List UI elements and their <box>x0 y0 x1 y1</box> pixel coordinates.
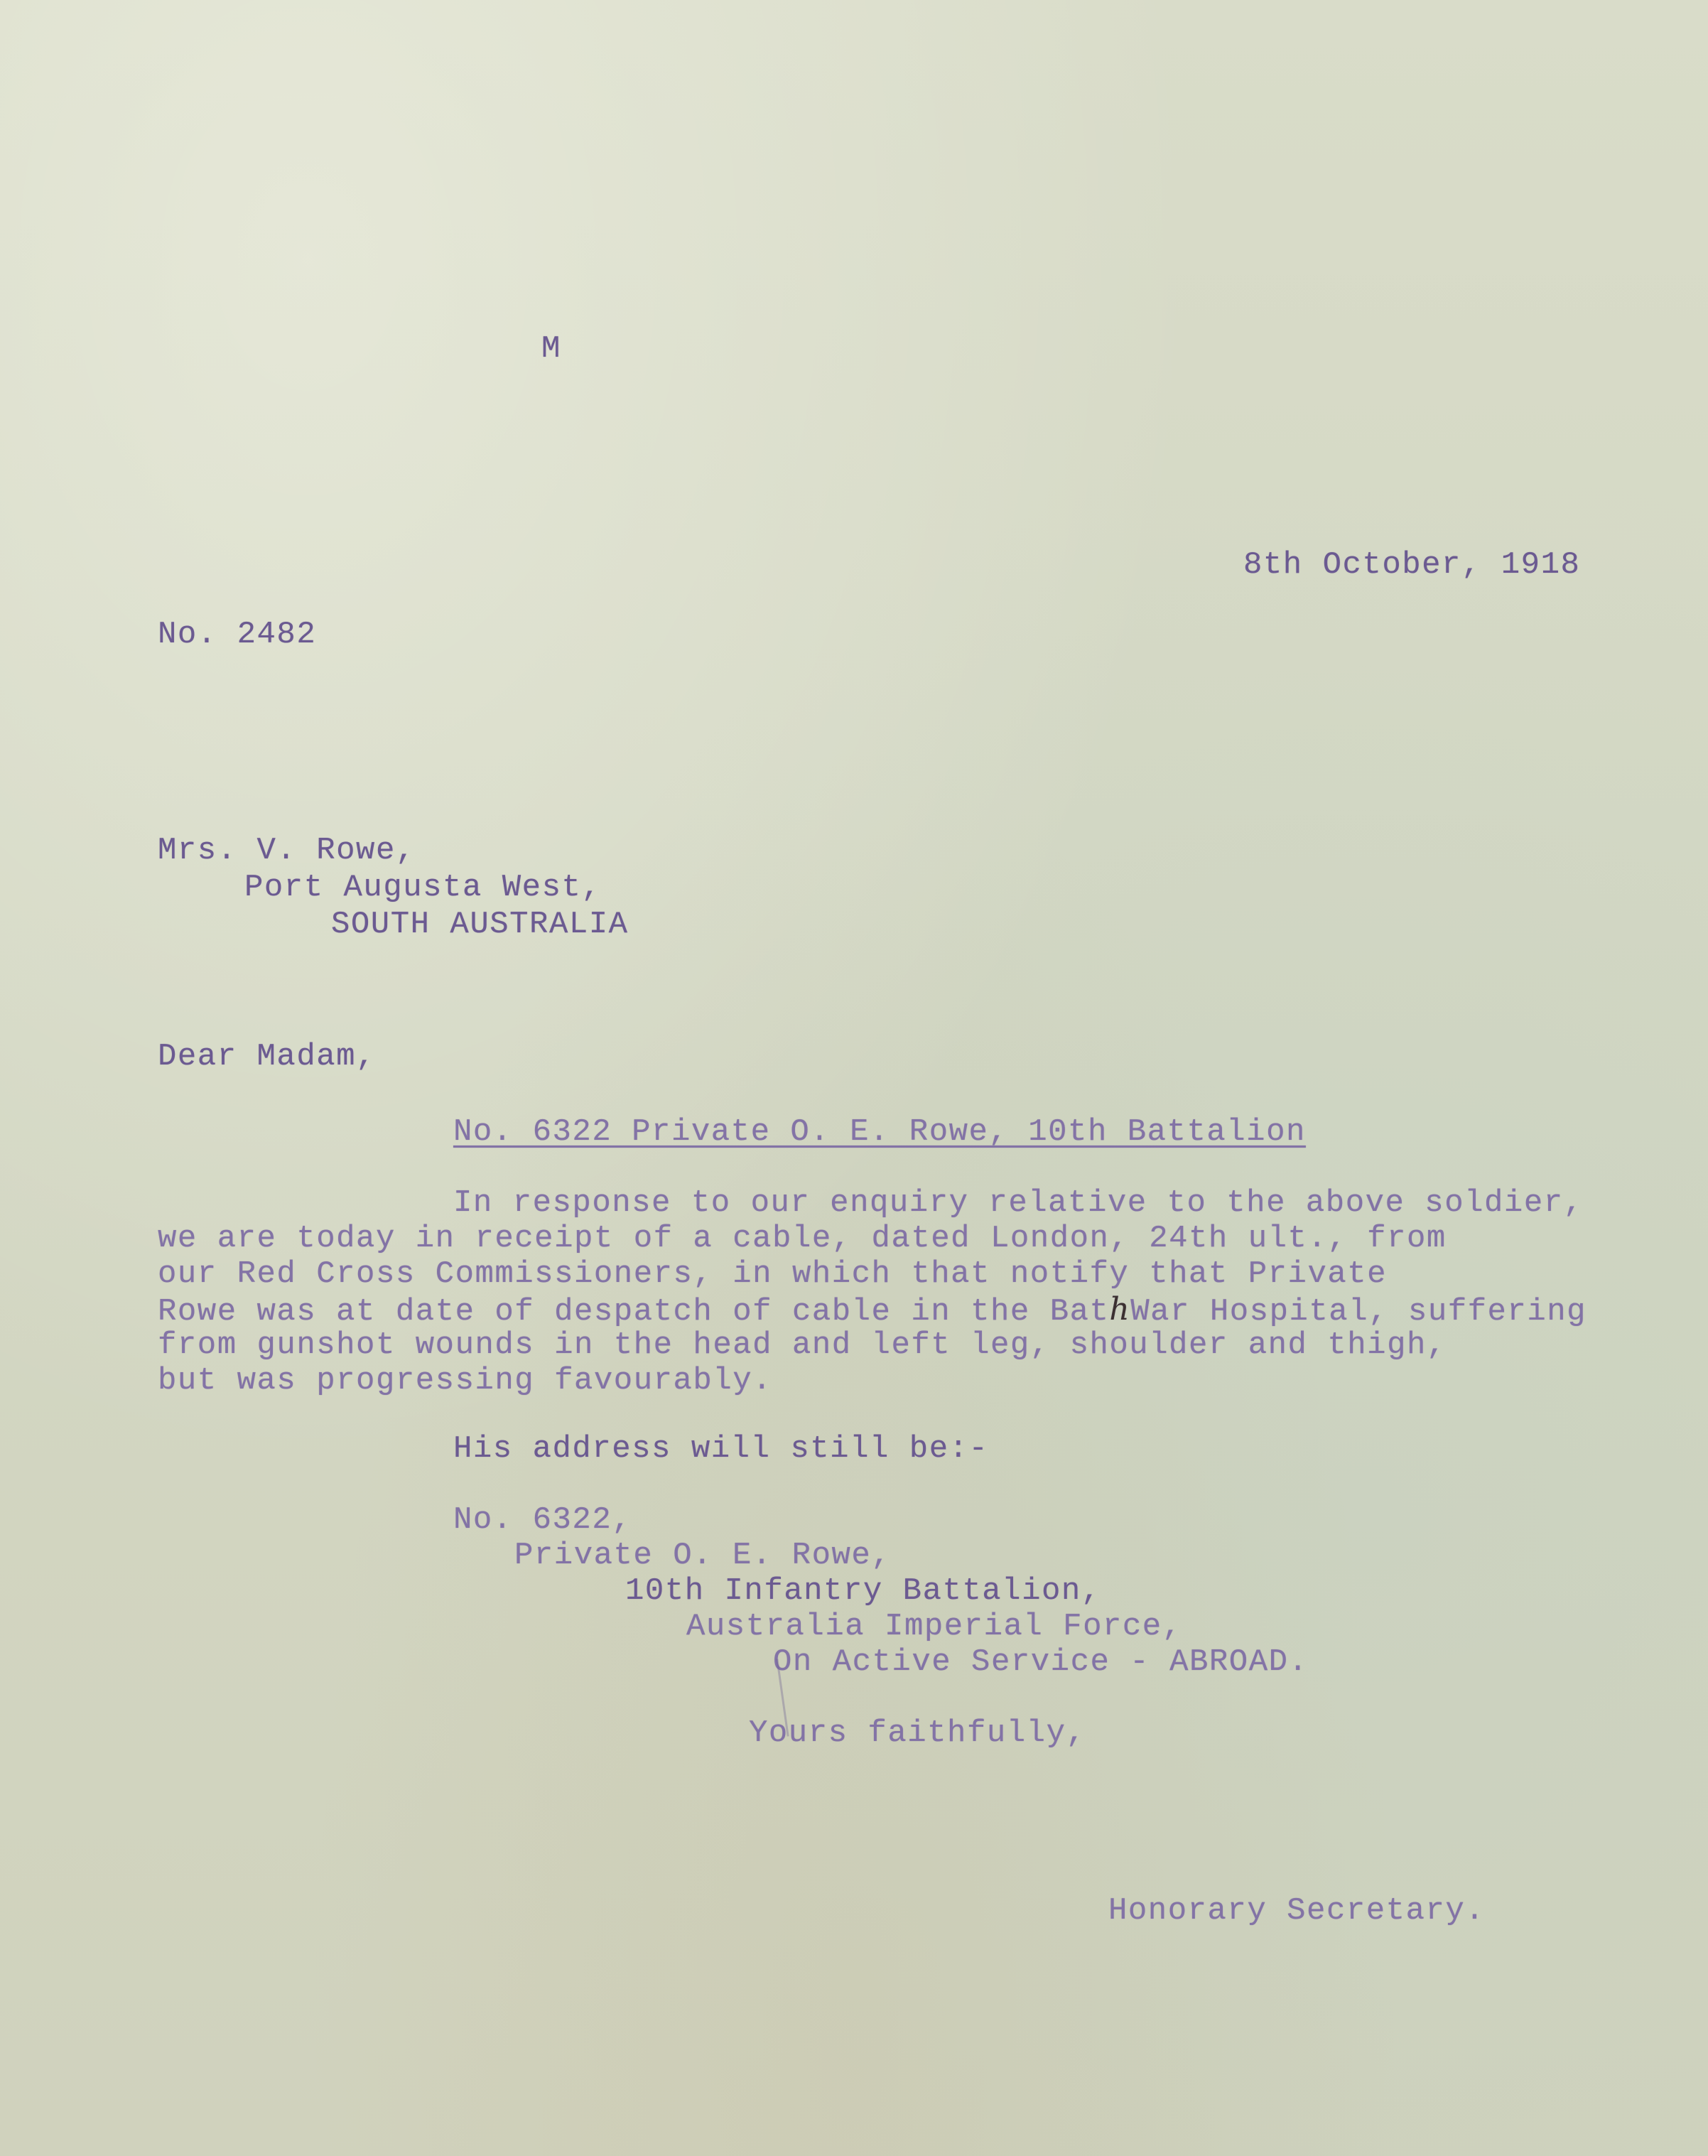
recipient-address-line-1: Port Augusta West, <box>244 870 602 905</box>
body-line-4-part-1: Rowe was at date of despatch of cable in the Bat <box>158 1294 1110 1330</box>
recipient-address-line-2: SOUTH AUSTRALIA <box>331 907 629 942</box>
salutation: Dear Madam, <box>158 1039 376 1074</box>
soldier-address-line-2: Private O. E. Rowe, <box>514 1538 892 1573</box>
signature-title: Honorary Secretary. <box>1108 1893 1486 1929</box>
body-line-3: our Red Cross Commissioners, in which that notify that Private <box>158 1256 1388 1292</box>
body-line-4 <box>158 1292 1587 1330</box>
handwritten-correction: h <box>1109 1291 1131 1327</box>
body-line-5: from gunshot wounds in the head and left leg, shoulder and thigh, <box>158 1327 1447 1363</box>
address-intro: His address will still be:- <box>453 1431 989 1467</box>
body-line-2: we are today in receipt of a cable, dated London, 24th ult., from <box>158 1221 1447 1256</box>
body-line-1: In response to our enquiry relative to the above soldier, <box>453 1185 1584 1221</box>
file-mark: M <box>541 331 561 367</box>
subject-line: No. 6322 Private O. E. Rowe, 10th Battalion <box>453 1114 1306 1150</box>
soldier-address-line-1: No. 6322, <box>453 1502 632 1538</box>
soldier-address-line-5: On Active Service - ABROAD. <box>773 1644 1309 1680</box>
body-line-4-part-2: War Hospital, suffering <box>1130 1294 1587 1330</box>
soldier-address-line-4: Australia Imperial Force, <box>686 1609 1182 1644</box>
letter-date: 8th October, 1918 <box>1243 547 1581 583</box>
body-line-6: but was progressing favourably. <box>158 1363 773 1398</box>
closing: Yours faithfully, <box>749 1715 1086 1751</box>
soldier-address-line-3: 10th Infantry Battalion, <box>625 1573 1101 1609</box>
recipient-name: Mrs. V. Rowe, <box>158 833 416 868</box>
reference-number: No. 2482 <box>158 617 317 652</box>
